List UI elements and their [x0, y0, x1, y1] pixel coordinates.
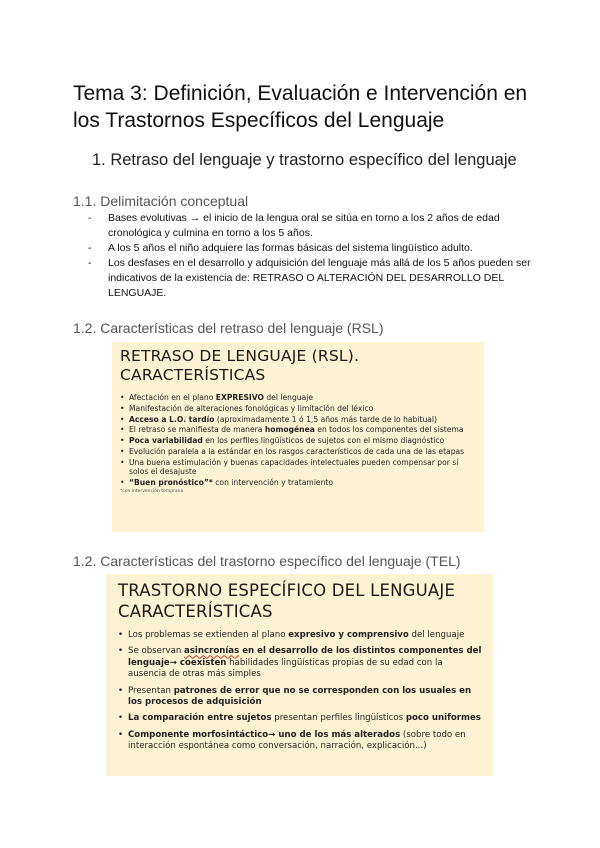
item-emphasis: asincronías: [184, 646, 240, 657]
item-emphasis: La comparación entre sujetos: [128, 713, 272, 724]
list-item: [120, 404, 476, 414]
item-text: en todos los componentes del sistema: [314, 425, 464, 435]
list-item: - Los desfases en el desarrollo y adquisición del lenguaje más allá de los 5 años pueden ser indicativos de la existencia de: RETRASO O ALTERACIÓN DEL DESARROLLO DEL LENGUAJE.: [88, 256, 538, 301]
list-item: [120, 436, 476, 446]
bullet-dot: •: [118, 729, 124, 740]
list-item: - Bases evolutivas → el inicio de la lengua oral se sitúa en torno a los 2 años de edad cronológica y culmina en torno a los 5 años.: [88, 211, 538, 241]
item-text: El retraso se manifiesta de manera: [129, 425, 265, 435]
item-emphasis: poco uniformes: [405, 713, 481, 724]
rsl-characteristics-list: [120, 393, 476, 488]
item-emphasis: Componente morfosintáctico→ uno de los más alterados: [128, 729, 401, 740]
tel-slide-image: [106, 574, 493, 776]
list-item: [120, 447, 476, 457]
item-emphasis: en el desarrollo de los distintos componentes del lenguaje→ coexisten: [128, 646, 482, 668]
item-emphasis: EXPRESIVO: [215, 393, 264, 402]
list-item: [120, 458, 476, 477]
item-emphasis: Poca variabilidad: [129, 436, 203, 446]
item-emphasis: “Buen pronóstico”*: [129, 478, 213, 488]
list-item: [118, 713, 483, 724]
item-text: habilidades lingüísticas propias de su edad con la ausencia de otras más simples: [128, 657, 443, 680]
list-item: [120, 415, 476, 425]
item-text: (sobre todo en interacción espontánea como conversación, narración, explicación...): [128, 729, 466, 752]
rsl-slide-title: RETRASO DE LENGUAJE (RSL). CARACTERÍSTICAS: [120, 347, 360, 384]
bullet-dot: •: [120, 425, 125, 435]
tel-characteristics-list: [118, 630, 483, 753]
bullet-dot: •: [118, 685, 124, 696]
list-item: [118, 646, 483, 680]
item-text: Evolución paralela a la estándar en los rasgos característicos de cada una de las etapas: [129, 446, 465, 456]
section-heading-1: 1. Retraso del lenguaje y trastorno específico del lenguaje: [92, 151, 517, 169]
item-emphasis: expresivo y comprensivo: [288, 630, 409, 640]
bullet-dot: •: [118, 713, 124, 724]
item-text: (aproximadamente 1 ó 1,5 años más tarde de lo habitual): [214, 414, 437, 424]
item-text: Los problemas se extienden al plano: [128, 630, 289, 640]
item-text: del lenguaje: [408, 630, 465, 640]
list-item: [118, 686, 483, 709]
bullet-dot: •: [120, 403, 125, 413]
tel-slide-title: TRASTORNO ESPECÍFICO DEL LENGUAJE CARACTERÍSTICAS: [118, 581, 456, 621]
item-text: en los perfiles lingüísticos de sujetos con el mismo diagnóstico: [202, 436, 445, 446]
subsection-heading-rsl: 1.2. Características del retraso del lenguaje (RSL): [73, 320, 384, 336]
bullet-dot: •: [118, 646, 124, 657]
bullet-dot: •: [120, 478, 125, 488]
list-item: [120, 393, 476, 403]
item-text: con intervención y tratamiento: [212, 478, 334, 488]
item-text: Presentan: [128, 685, 174, 696]
item-text: Una buena estimulación y buenas capacidades intelectuales pueden compensar por sí solos el desajuste: [129, 457, 459, 477]
list-item: [120, 425, 476, 435]
subsection-heading-1-1: 1.1. Delimitación conceptual: [73, 193, 249, 209]
item-text: Afectación en el plano: [129, 393, 216, 402]
rsl-slide-image: [112, 342, 484, 532]
bullet-dot: •: [118, 630, 124, 640]
item-text: Se observan: [128, 646, 185, 657]
subsection-heading-tel: 1.2. Características del trastorno específico del lenguaje (TEL): [73, 553, 461, 569]
item-emphasis: Acceso a L.O. tardío: [129, 414, 215, 424]
bullet-dot: •: [120, 393, 125, 402]
list-item: [120, 478, 476, 488]
item-emphasis: homogénea: [264, 425, 315, 435]
list-item: - A los 5 años el niño adquiere las formas básicas del sistema lingüístico adulto.: [88, 241, 538, 256]
list-item: [118, 730, 483, 753]
page-title: Tema 3: Definición, Evaluación e Intervención en los Trastornos Específicos del Lenguaje: [73, 82, 528, 132]
bullet-dot: •: [120, 446, 125, 456]
item-emphasis: patrones de error que no se corresponden con los usuales en los procesos de adquisición: [128, 685, 472, 708]
item-text: Manifestación de alteraciones fonológicas y limitación del léxico: [129, 403, 374, 413]
item-text: presentan perfiles lingüísticos: [271, 713, 406, 724]
conceptual-bullet-list: [88, 211, 538, 301]
bullet-dot: •: [120, 457, 125, 467]
item-text: del lenguaje: [263, 393, 314, 402]
bullet-dot: •: [120, 436, 125, 446]
bullet-dot: •: [120, 414, 125, 424]
list-item: [118, 630, 483, 641]
rsl-footnote: *con intervención temprana: [120, 488, 184, 494]
